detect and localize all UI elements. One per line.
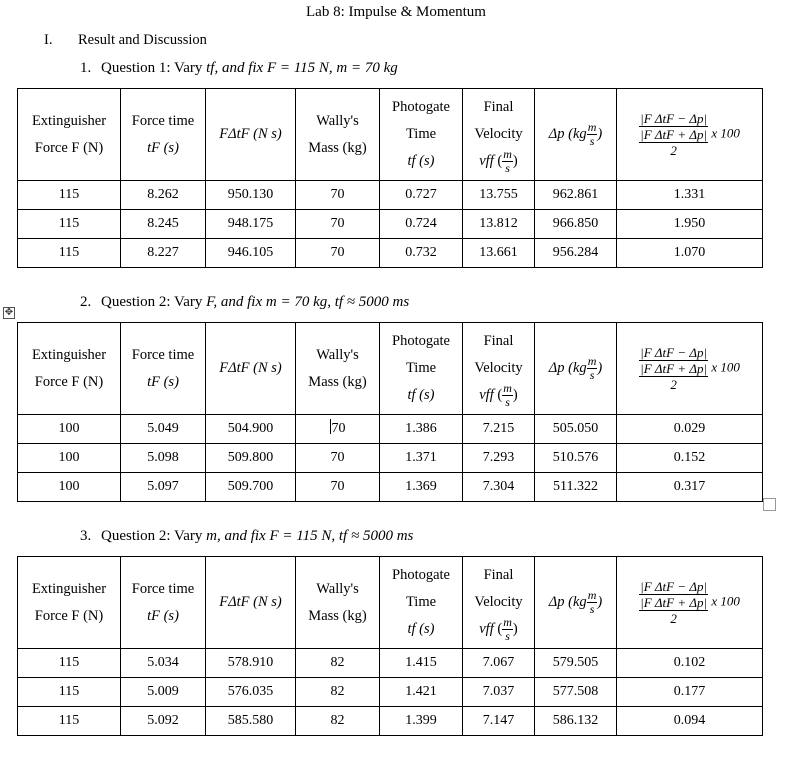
header-text: Wally's — [316, 112, 359, 129]
header-text: 2 — [670, 143, 677, 158]
cell-value: 948.175 — [227, 216, 274, 231]
header-percent-difference — [617, 323, 763, 415]
header-text: 2 — [670, 611, 677, 626]
cell-impulse[interactable] — [206, 415, 296, 444]
header-text: tf (s) — [407, 621, 435, 637]
question-2-heading — [80, 294, 409, 311]
cell-value: 5.092 — [147, 713, 179, 728]
cell-impulse[interactable] — [206, 210, 296, 239]
cell-mass[interactable] — [296, 181, 380, 210]
move-icon[interactable]: ✥ — [4, 307, 14, 318]
header-force-time — [121, 89, 206, 181]
cell-value: 100 — [58, 479, 80, 494]
header-text: Time — [405, 126, 437, 142]
cell-value: 0.727 — [405, 187, 437, 202]
cell-force[interactable] — [18, 649, 121, 678]
cell-value: 1.415 — [405, 655, 437, 670]
cell-value: 510.576 — [552, 450, 599, 465]
cell-value: 585.580 — [227, 713, 274, 728]
cell-value: 5.097 — [147, 479, 179, 494]
cell-final-velocity[interactable] — [463, 444, 535, 473]
cell-momentum[interactable] — [535, 678, 617, 707]
cell-value: 7.067 — [482, 655, 515, 670]
header-text: Extinguisher — [31, 580, 107, 597]
table-row — [18, 210, 763, 239]
cell-force[interactable] — [18, 707, 121, 736]
cell-value: 70 — [330, 216, 345, 231]
header-text: s — [505, 395, 510, 410]
header-text — [639, 127, 708, 158]
header-text — [502, 382, 513, 409]
header-text: Wally's — [316, 346, 359, 363]
cell-percent-difference[interactable] — [617, 210, 763, 239]
cell-value: 5.098 — [147, 450, 179, 465]
cell-value: 966.850 — [552, 216, 599, 231]
header-text: s — [589, 368, 595, 383]
table-header-row — [18, 89, 763, 181]
header-extinguisher-force — [18, 323, 121, 415]
header-text — [639, 361, 708, 392]
cell-value: 1.371 — [405, 450, 437, 465]
header-text: Mass (kg) — [308, 139, 367, 156]
cell-value: 115 — [58, 187, 80, 202]
header-text: vff ( $\frac{m}{s}$ ) — [479, 381, 518, 410]
header-mass — [296, 323, 380, 415]
header-text: Velocity — [474, 594, 523, 610]
header-text: Extinguisher — [31, 112, 107, 129]
cell-percent-difference[interactable] — [617, 678, 763, 707]
header-text: Wally's — [316, 580, 359, 597]
header-text — [502, 148, 513, 175]
header-text: ) — [597, 593, 603, 610]
table-row — [18, 707, 763, 736]
header-text: Force F (N) — [34, 139, 104, 156]
header-text: |F ΔtF − Δp| — [640, 345, 708, 360]
cell-photogate-time[interactable] — [380, 473, 463, 502]
cell-final-velocity[interactable] — [463, 473, 535, 502]
question-condition: m, and fix F = 115 N, tf ≈ 5000 ms — [206, 528, 414, 544]
cell-force-time[interactable] — [121, 678, 206, 707]
cell-value: 0.029 — [673, 421, 706, 436]
header-text: Force time — [131, 580, 195, 597]
cell-final-velocity[interactable] — [463, 678, 535, 707]
header-text: Force F (N) — [34, 607, 104, 624]
header-text: m — [587, 588, 597, 603]
results-table-1 — [17, 88, 763, 268]
cell-momentum[interactable] — [535, 181, 617, 210]
cell-impulse[interactable] — [206, 678, 296, 707]
header-text: 2 — [670, 377, 677, 392]
header-final-velocity — [463, 89, 535, 181]
header-force-time — [121, 557, 206, 649]
cell-value: 511.322 — [553, 479, 598, 494]
header-text: x 100 — [711, 359, 740, 375]
cell-impulse[interactable] — [206, 473, 296, 502]
cell-percent-difference[interactable] — [617, 707, 763, 736]
header-text: Extinguisher — [31, 346, 107, 363]
cell-final-velocity[interactable] — [463, 415, 535, 444]
header-text: ) — [597, 125, 603, 142]
cell-value: 13.755 — [479, 187, 518, 202]
cell-value: 0.102 — [673, 655, 706, 670]
question-text: Question 2: Vary — [101, 528, 203, 544]
header-text: tF (s) — [147, 607, 179, 624]
resize-handle[interactable] — [763, 498, 776, 511]
header-text: tf (s) — [407, 387, 435, 403]
cell-value: 962.861 — [552, 187, 599, 202]
header-momentum-change — [535, 557, 617, 649]
cell-value: 82 — [330, 655, 345, 670]
cell-value: 82 — [330, 713, 345, 728]
cell-percent-difference[interactable] — [617, 239, 763, 268]
cell-value: 0.724 — [405, 216, 437, 231]
question-condition: tf, and fix F = 115 N, m = 70 kg — [206, 60, 398, 76]
cell-value: 5.034 — [147, 655, 179, 670]
cell-momentum[interactable] — [535, 239, 617, 268]
cell-value: 8.227 — [147, 245, 179, 260]
table-row — [18, 649, 763, 678]
header-text: s — [505, 161, 510, 176]
cell-percent-difference[interactable] — [617, 444, 763, 473]
header-text: vff — [479, 153, 494, 169]
cell-force[interactable] — [18, 473, 121, 502]
cell-value: 70 — [330, 479, 345, 494]
question-number: 2. — [80, 294, 92, 310]
header-text — [587, 589, 598, 616]
cell-value: 578.910 — [227, 655, 274, 670]
section-number: I. — [44, 32, 53, 48]
header-text: Mass (kg) — [308, 373, 367, 390]
header-text: Final — [483, 333, 514, 349]
cell-mass[interactable] — [296, 415, 380, 444]
header-text: vff — [479, 387, 494, 403]
cell-momentum[interactable] — [535, 473, 617, 502]
question-number: 1. — [80, 60, 92, 76]
cell-force[interactable] — [18, 415, 121, 444]
header-text — [639, 111, 708, 158]
cell-photogate-time[interactable] — [380, 239, 463, 268]
header-text: vff ( $\frac{m}{s}$ ) — [479, 147, 518, 176]
cell-percent-difference[interactable] — [617, 649, 763, 678]
cell-final-velocity[interactable] — [463, 707, 535, 736]
cell-value: 577.508 — [552, 684, 599, 699]
cell-value: 13.661 — [479, 245, 518, 260]
header-text: m — [503, 147, 512, 162]
header-text: Δp (kg — [548, 359, 587, 376]
cell-value: 7.293 — [482, 450, 515, 465]
header-percent-difference — [617, 89, 763, 181]
table-row — [18, 473, 763, 502]
header-text: Force time — [131, 112, 195, 129]
header-text: |F ΔtF − Δp| — [640, 579, 708, 594]
table-header-row — [18, 323, 763, 415]
header-text: |F ΔtF + Δp| — [640, 361, 708, 376]
cell-mass[interactable] — [296, 210, 380, 239]
cell-momentum[interactable] — [535, 444, 617, 473]
header-text: Δp (kg — [548, 125, 587, 142]
cell-mass[interactable] — [296, 239, 380, 268]
cell-value: 70 — [331, 421, 346, 436]
header-text: |F ΔtF + Δp| — [640, 595, 708, 610]
header-text: vff ( $\frac{m}{s}$ ) — [479, 615, 518, 644]
cell-force[interactable] — [18, 444, 121, 473]
question-number: 3. — [80, 528, 92, 544]
cell-value: 956.284 — [552, 245, 599, 260]
header-percent-difference — [617, 557, 763, 649]
header-text: Force time — [131, 346, 195, 363]
header-photogate-time — [380, 89, 463, 181]
cell-final-velocity[interactable] — [463, 239, 535, 268]
cell-value: 946.105 — [227, 245, 274, 260]
header-text — [639, 595, 708, 626]
cell-value: 586.132 — [552, 713, 599, 728]
cell-value: 70 — [330, 450, 345, 465]
header-impulse: FΔtF (N s) — [206, 557, 296, 649]
cell-photogate-time[interactable] — [380, 415, 463, 444]
header-extinguisher-force — [18, 557, 121, 649]
cell-photogate-time[interactable] — [380, 707, 463, 736]
cell-value: 0.317 — [673, 479, 706, 494]
cell-value: 8.245 — [147, 216, 179, 231]
cell-force[interactable] — [18, 239, 121, 268]
cell-value: 0.732 — [405, 245, 437, 260]
header-text: Photogate — [392, 333, 450, 349]
cell-photogate-time[interactable] — [380, 678, 463, 707]
header-extinguisher-force — [18, 89, 121, 181]
header-momentum-change — [535, 323, 617, 415]
cell-value: 0.094 — [673, 713, 706, 728]
cell-value: 70 — [330, 187, 345, 202]
header-text: Photogate — [392, 567, 450, 583]
header-text: Final — [483, 99, 514, 115]
header-text: tF (s) — [147, 373, 179, 390]
header-text: |F ΔtF − Δp| — [640, 111, 708, 126]
table-row — [18, 444, 763, 473]
header-text: Δp (kg — [548, 593, 587, 610]
header-text: Photogate — [392, 99, 450, 115]
cell-impulse[interactable] — [206, 239, 296, 268]
header-text — [502, 616, 513, 643]
header-text: |F ΔtF + Δp| — [640, 127, 708, 142]
cell-value: 576.035 — [227, 684, 274, 699]
cell-force-time[interactable] — [121, 649, 206, 678]
cell-value: 504.900 — [227, 421, 274, 436]
cell-value: 509.800 — [227, 450, 274, 465]
cell-force[interactable] — [18, 210, 121, 239]
cell-value: 1.421 — [405, 684, 437, 699]
cell-mass[interactable] — [296, 473, 380, 502]
cell-value: 100 — [58, 421, 80, 436]
cell-final-velocity[interactable] — [463, 649, 535, 678]
cell-value: 115 — [58, 655, 80, 670]
cell-force-time[interactable] — [121, 444, 206, 473]
header-final-velocity — [463, 557, 535, 649]
cell-photogate-time[interactable] — [380, 649, 463, 678]
cell-value: 82 — [330, 684, 345, 699]
header-impulse: FΔtF (N s) — [206, 89, 296, 181]
cell-impulse[interactable] — [206, 181, 296, 210]
results-table-2 — [17, 322, 763, 502]
question-1-heading — [80, 60, 398, 77]
cell-value: 115 — [58, 245, 80, 260]
cell-force[interactable] — [18, 181, 121, 210]
cell-final-velocity[interactable] — [463, 210, 535, 239]
header-text: s — [505, 629, 510, 644]
cell-value: 7.304 — [482, 479, 515, 494]
cell-value: 0.152 — [673, 450, 706, 465]
cell-value: 5.049 — [147, 421, 179, 436]
table-header-row — [18, 557, 763, 649]
cell-force-time[interactable] — [121, 210, 206, 239]
header-text: m — [587, 354, 597, 369]
cell-final-velocity[interactable] — [463, 181, 535, 210]
question-condition: F, and fix m = 70 kg, tf ≈ 5000 ms — [206, 294, 410, 310]
cell-percent-difference[interactable] — [617, 415, 763, 444]
cell-value: 100 — [58, 450, 80, 465]
header-text: s — [589, 602, 595, 617]
cell-value: 579.505 — [552, 655, 599, 670]
cell-value: 1.331 — [673, 187, 706, 202]
table-row — [18, 415, 763, 444]
header-text: Time — [405, 594, 437, 610]
header-text — [639, 579, 708, 626]
header-text: m — [503, 615, 512, 630]
header-text: m — [587, 120, 597, 135]
text-cursor — [330, 419, 331, 434]
cell-value: 1.386 — [405, 421, 437, 436]
cell-value: 70 — [330, 245, 345, 260]
results-table-3 — [17, 556, 763, 736]
cell-percent-difference[interactable] — [617, 181, 763, 210]
header-text: Time — [405, 360, 437, 376]
cell-value: 0.177 — [673, 684, 706, 699]
header-text — [639, 345, 708, 392]
cell-mass[interactable] — [296, 678, 380, 707]
cell-force-time[interactable] — [121, 473, 206, 502]
cell-photogate-time[interactable] — [380, 444, 463, 473]
header-text: Mass (kg) — [308, 607, 367, 624]
header-impulse: FΔtF (N s) — [206, 323, 296, 415]
cell-impulse[interactable] — [206, 649, 296, 678]
section-title: Result and Discussion — [78, 32, 207, 48]
header-text: Velocity — [474, 360, 523, 376]
cell-force-time[interactable] — [121, 415, 206, 444]
header-text: x 100 — [711, 125, 740, 141]
header-photogate-time — [380, 557, 463, 649]
cell-value: 1.950 — [673, 216, 706, 231]
header-momentum-change — [535, 89, 617, 181]
cell-value: 115 — [58, 216, 80, 231]
cell-value: 115 — [58, 713, 80, 728]
cell-impulse[interactable] — [206, 707, 296, 736]
header-text: m — [503, 381, 512, 396]
cell-value: 115 — [58, 684, 80, 699]
header-mass — [296, 557, 380, 649]
cell-value: 505.050 — [552, 421, 599, 436]
cell-value: 1.070 — [673, 245, 706, 260]
cell-photogate-time[interactable] — [380, 210, 463, 239]
cell-momentum[interactable] — [535, 707, 617, 736]
table-row — [18, 181, 763, 210]
header-final-velocity — [463, 323, 535, 415]
header-mass — [296, 89, 380, 181]
cell-value: 13.812 — [479, 216, 518, 231]
header-text: tF (s) — [147, 139, 179, 156]
cell-impulse[interactable] — [206, 444, 296, 473]
cell-value: 509.700 — [227, 479, 274, 494]
question-3-heading — [80, 528, 413, 545]
cell-mass[interactable] — [296, 649, 380, 678]
header-text — [587, 121, 598, 148]
cell-value: 950.130 — [227, 187, 274, 202]
cell-force-time[interactable] — [121, 239, 206, 268]
page-title: Lab 8: Impulse & Momentum — [306, 4, 486, 20]
cell-value: 7.147 — [482, 713, 515, 728]
header-text: Force F (N) — [34, 373, 104, 390]
header-force-time — [121, 323, 206, 415]
cell-value: 1.369 — [405, 479, 437, 494]
cell-mass[interactable] — [296, 707, 380, 736]
header-text: vff — [479, 621, 494, 637]
cell-photogate-time[interactable] — [380, 181, 463, 210]
cell-value: 1.399 — [405, 713, 437, 728]
cell-value: 7.215 — [482, 421, 515, 436]
cell-force-time[interactable] — [121, 707, 206, 736]
header-text: ) — [597, 359, 603, 376]
cell-value: 7.037 — [482, 684, 515, 699]
header-photogate-time — [380, 323, 463, 415]
cell-percent-difference[interactable] — [617, 473, 763, 502]
question-text: Question 2: Vary — [101, 294, 203, 310]
header-text: x 100 — [711, 593, 740, 609]
cell-momentum[interactable] — [535, 210, 617, 239]
cell-momentum[interactable] — [535, 415, 617, 444]
cell-mass[interactable] — [296, 444, 380, 473]
cell-value: 8.262 — [147, 187, 179, 202]
header-text: Final — [483, 567, 514, 583]
cell-momentum[interactable] — [535, 649, 617, 678]
header-text: tf (s) — [407, 153, 435, 169]
table-row — [18, 239, 763, 268]
question-text: Question 1: Vary — [101, 60, 203, 76]
cell-force-time[interactable] — [121, 181, 206, 210]
table-row — [18, 678, 763, 707]
header-text — [587, 355, 598, 382]
cell-force[interactable] — [18, 678, 121, 707]
header-text: Velocity — [474, 126, 523, 142]
cell-value: 5.009 — [147, 684, 179, 699]
header-text: s — [589, 134, 595, 149]
